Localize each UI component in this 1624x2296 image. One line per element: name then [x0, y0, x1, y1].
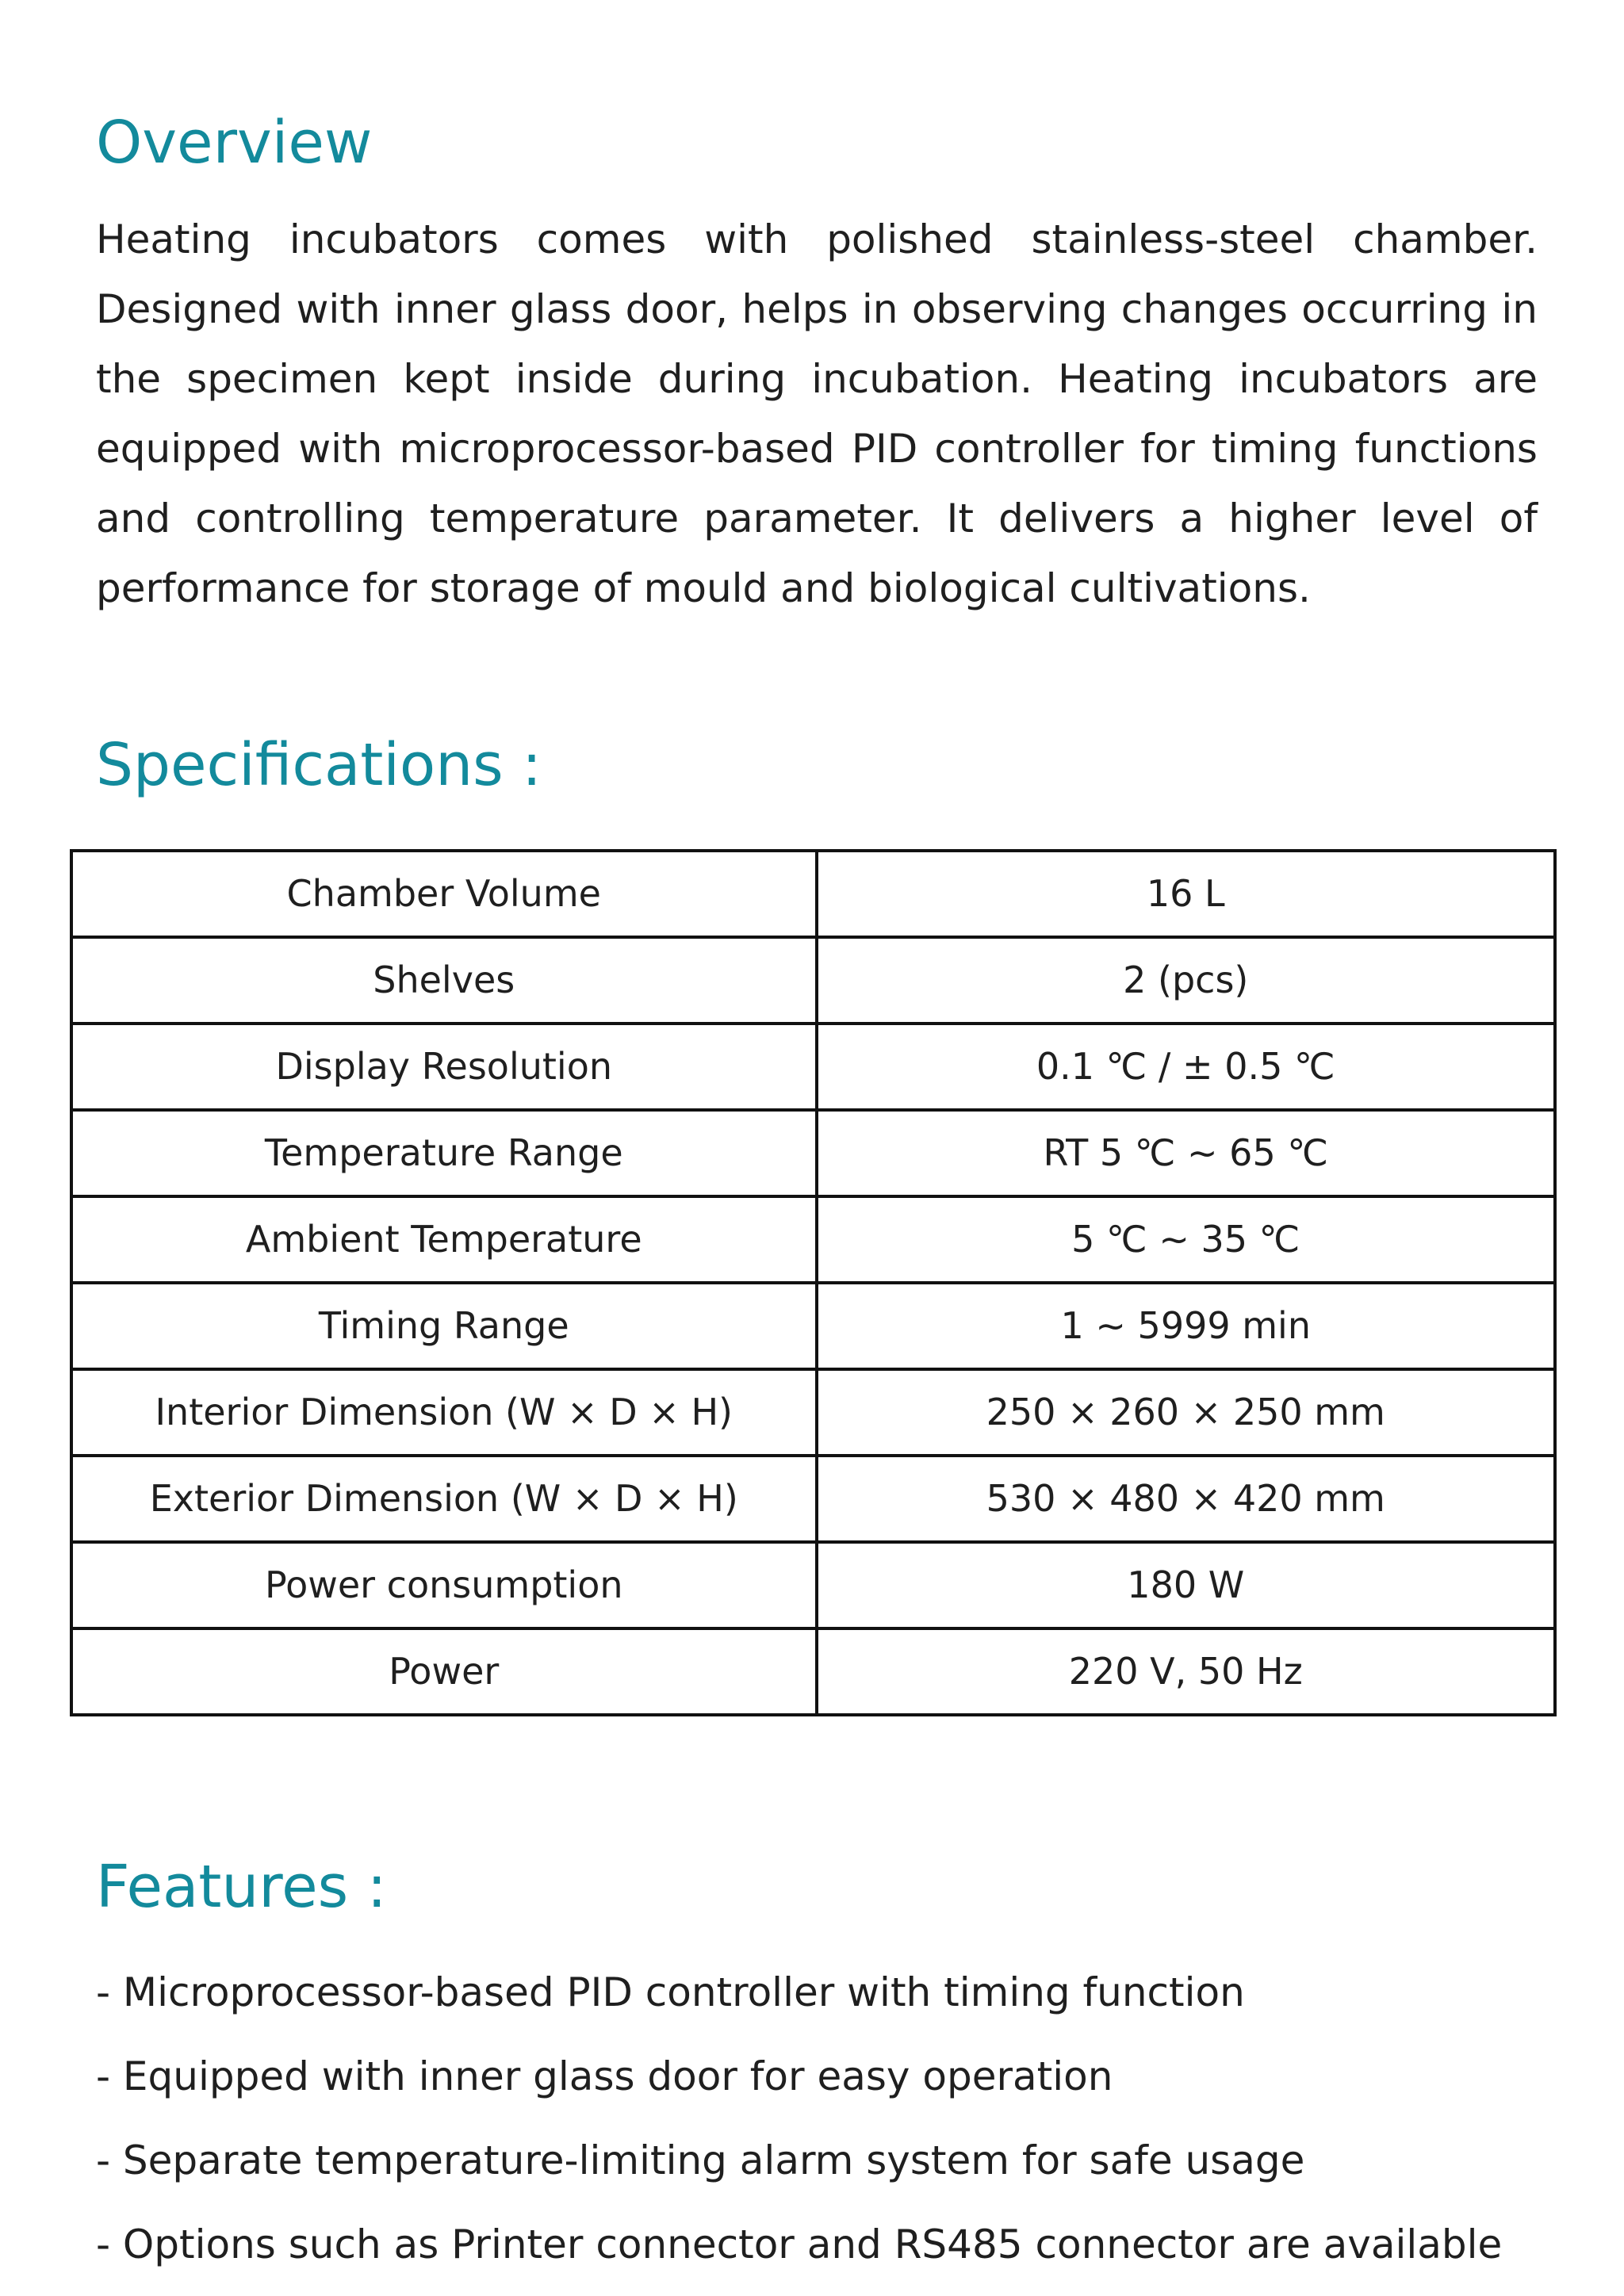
list-item: - Microprocessor-based PID controller with timing function	[96, 1969, 1245, 2015]
table-row	[71, 1542, 1555, 1628]
table-row	[71, 1628, 1555, 1715]
list-item: - Separate temperature-limiting alarm system for safe usage	[96, 2137, 1305, 2183]
spec-value: 0.1 ℃ / ± 0.5 ℃	[817, 1024, 1556, 1110]
table-row	[71, 937, 1555, 1024]
table-row	[71, 1024, 1555, 1110]
spec-label: Power	[71, 1628, 817, 1715]
spec-label: Interior Dimension (W × D × H)	[71, 1369, 817, 1456]
specifications-table	[70, 849, 1557, 1716]
spec-label: Shelves	[71, 937, 817, 1024]
table-row	[71, 1110, 1555, 1196]
spec-label: Exterior Dimension (W × D × H)	[71, 1456, 817, 1542]
spec-label: Ambient Temperature	[71, 1196, 817, 1283]
table-row	[71, 1283, 1555, 1369]
spec-label: Power consumption	[71, 1542, 817, 1628]
spec-value: 250 × 260 × 250 mm	[817, 1369, 1556, 1456]
table-row	[71, 1196, 1555, 1283]
spec-label: Display Resolution	[71, 1024, 817, 1110]
spec-label: Chamber Volume	[71, 851, 817, 937]
spec-label: Temperature Range	[71, 1110, 817, 1196]
spec-value: 1 ~ 5999 min	[817, 1283, 1556, 1369]
features-list	[96, 1950, 1502, 2286]
specifications-heading: Specifications :	[96, 731, 542, 799]
list-item: - Options such as Printer connector and RS485 connector are available	[96, 2221, 1503, 2267]
overview-paragraph: Heating incubators comes with polished stainless-steel chamber. Designed with inner glass door, helps in observing changes occurring in the specimen kept inside during incubation. Heating incubators are equipped with microprocessor-based PID controller for timing functions and controlling temperature parameter. It delivers a higher level of performance for storage of mould and biological cultivations.	[96, 216, 1538, 611]
spec-value: 16 L	[817, 851, 1556, 937]
spec-value: 530 × 480 × 420 mm	[817, 1456, 1556, 1542]
overview-heading: Overview	[96, 109, 373, 177]
table-row	[71, 851, 1555, 937]
spec-label: Timing Range	[71, 1283, 817, 1369]
spec-value: 2 (pcs)	[817, 937, 1556, 1024]
features-heading: Features :	[96, 1853, 387, 1921]
spec-value: 220 V, 50 Hz	[817, 1628, 1556, 1715]
spec-value: RT 5 ℃ ~ 65 ℃	[817, 1110, 1556, 1196]
list-item: - Equipped with inner glass door for easy operation	[96, 2053, 1113, 2099]
spec-value: 5 ℃ ~ 35 ℃	[817, 1196, 1556, 1283]
table-row	[71, 1369, 1555, 1456]
spec-value: 180 W	[817, 1542, 1556, 1628]
table-row	[71, 1456, 1555, 1542]
